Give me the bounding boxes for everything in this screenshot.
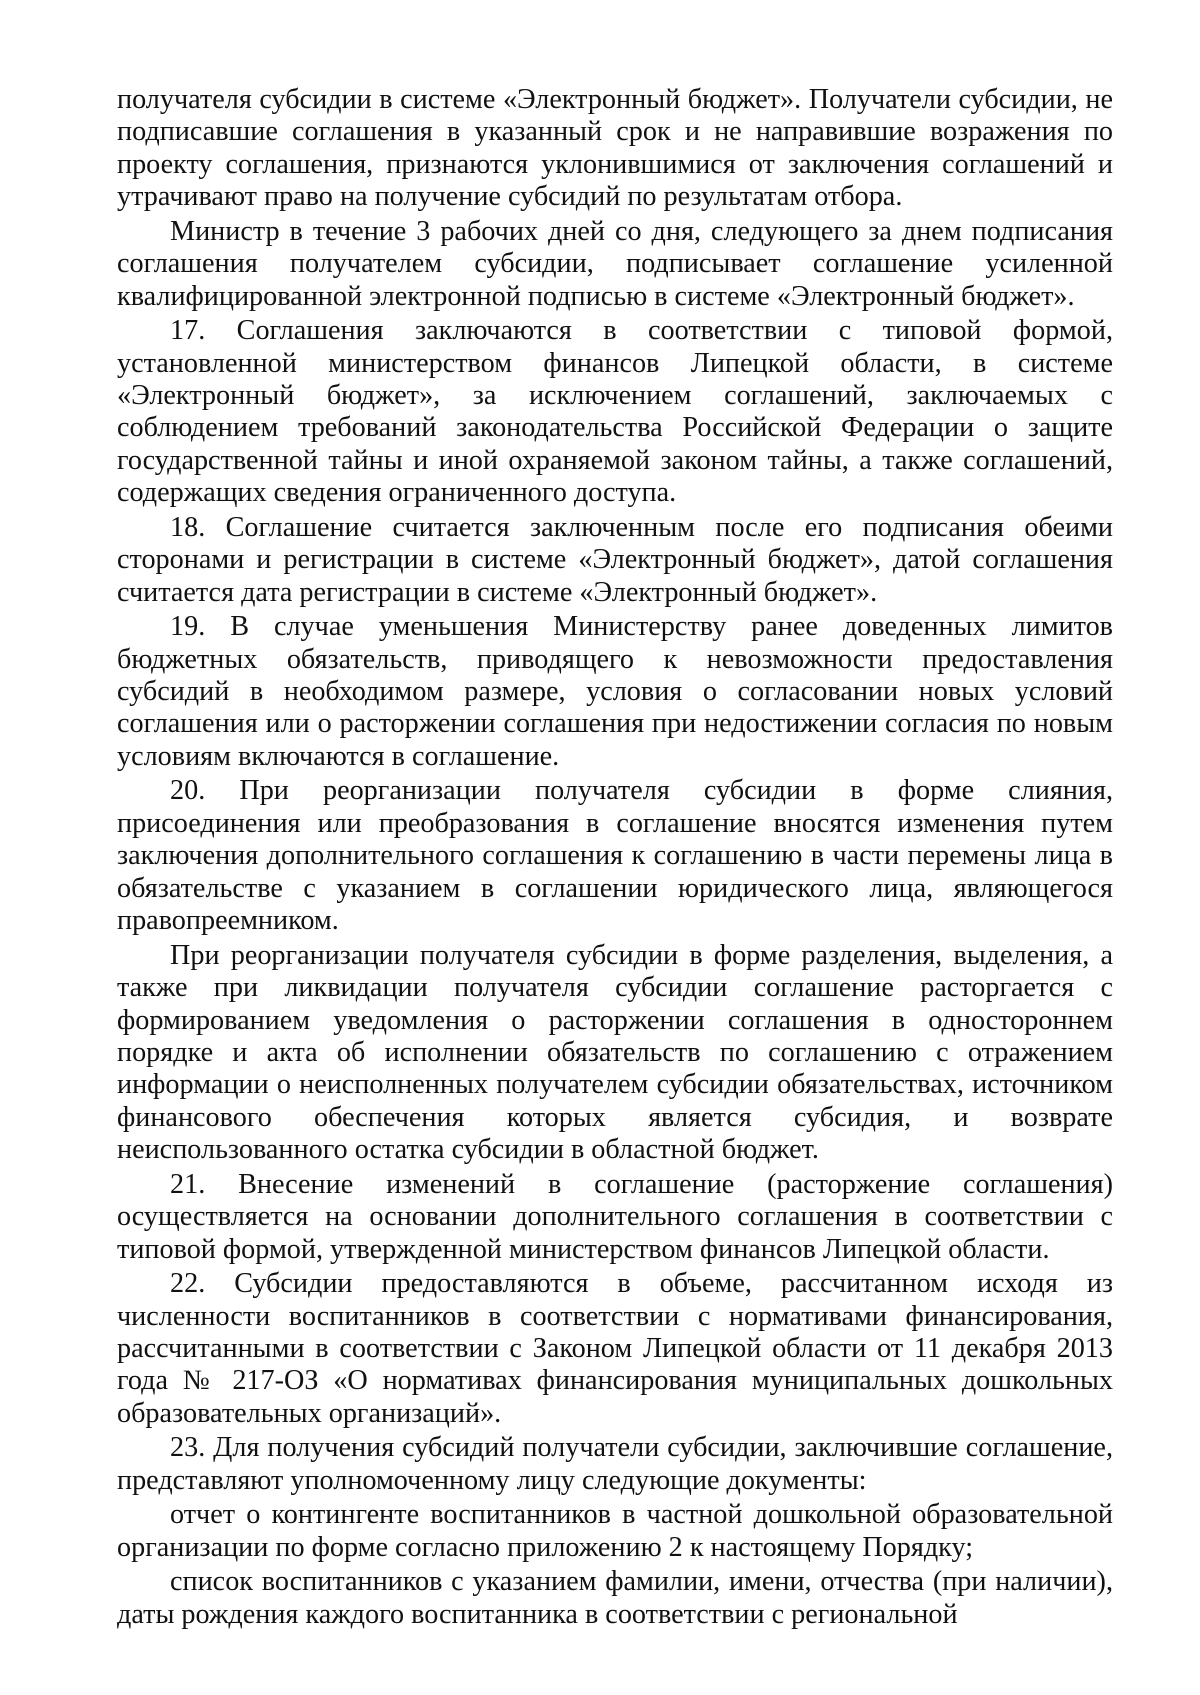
paragraph-18: 18. Соглашение считается заключенным после его подписания обеими сторонами и регистрации в системе «Электронный бюджет», датой соглашения считается дата регистрации в системе «Электронный бюджет». <box>117 511 1113 608</box>
paragraph-22: 22. Субсидии предоставляются в объеме, рассчитанном исходя из численности воспитанников в соответствии с нормативами финансирования, рассчитанными в соответствии с Законом Липецкой области от 11 декабря 2013 года № 217-ОЗ «О нормативах финансирования муниципальных дошкольных образовательных организаций». <box>117 1268 1113 1429</box>
paragraph-continuation: получателя субсидии в системе «Электронный бюджет». Получатели субсидии, не подписавшие соглашения в указанный срок и не направившие возражения по проекту соглашения, признаются уклонившимися от заключения соглашений и утрачивают право на получение субсидий по результатам отбора. <box>117 84 1113 213</box>
document-page <box>117 84 1113 1633</box>
paragraph-23: 23. Для получения субсидий получатели субсидии, заключившие соглашение, представляют уполномоченному лицу следующие документы: <box>117 1432 1113 1496</box>
paragraph-21: 21. Внесение изменений в соглашение (расторжение соглашения) осуществляется на основании дополнительного соглашения в соответствии с типовой формой, утвержденной министерством финансов Липецкой области. <box>117 1168 1113 1265</box>
paragraph-17: 17. Соглашения заключаются в соответствии с типовой формой, установленной министерством финансов Липецкой области, в системе «Электронный бюджет», за исключением соглашений, заключаемых с соблюдением требований законодательства Российской Федерации о защите государственной тайны и иной охраняемой законом тайны, а также соглашений, содержащих сведения ограниченного доступа. <box>117 315 1113 509</box>
paragraph-minister-signing: Министр в течение 3 рабочих дней со дня, следующего за днем подписания соглашения получателем субсидии, подписывает соглашение усиленной квалифицированной электронной подписью в системе «Электронный бюджет». <box>117 215 1113 312</box>
paragraph-reorganization: При реорганизации получателя субсидии в форме разделения, выделения, а также при ликвидации получателя субсидии соглашение расторгается с формированием уведомления о расторжении соглашения в одностороннем порядке и акта об исполнении обязательств по соглашению с отражением информации о неисполненных получателем субсидии обязательствах, источником финансового обеспечения которых является субсидия, и возврате неиспользованного остатка субсидии в областной бюджет. <box>117 939 1113 1166</box>
paragraph-report-item: отчет о контингенте воспитанников в частной дошкольной образовательной организации по форме согласно приложению 2 к настоящему Порядку; <box>117 1499 1113 1563</box>
paragraph-list-item: список воспитанников с указанием фамилии, имени, отчества (при наличии), даты рождения каждого воспитанника в соответствии с региональной <box>117 1566 1113 1630</box>
paragraph-20: 20. При реорганизации получателя субсидии в форме слияния, присоединения или преобразования в соглашение вносятся изменения путем заключения дополнительного соглашения к соглашению в части перемены лица в обязательстве с указанием в соглашении юридического лица, являющегося правопреемником. <box>117 775 1113 937</box>
paragraph-19: 19. В случае уменьшения Министерству ранее доведенных лимитов бюджетных обязательств, приводящего к невозможности предоставления субсидий в необходимом размере, условия о согласовании новых условий соглашения или о расторжении соглашения при недостижении согласия по новым условиям включаются в соглашение. <box>117 611 1113 772</box>
